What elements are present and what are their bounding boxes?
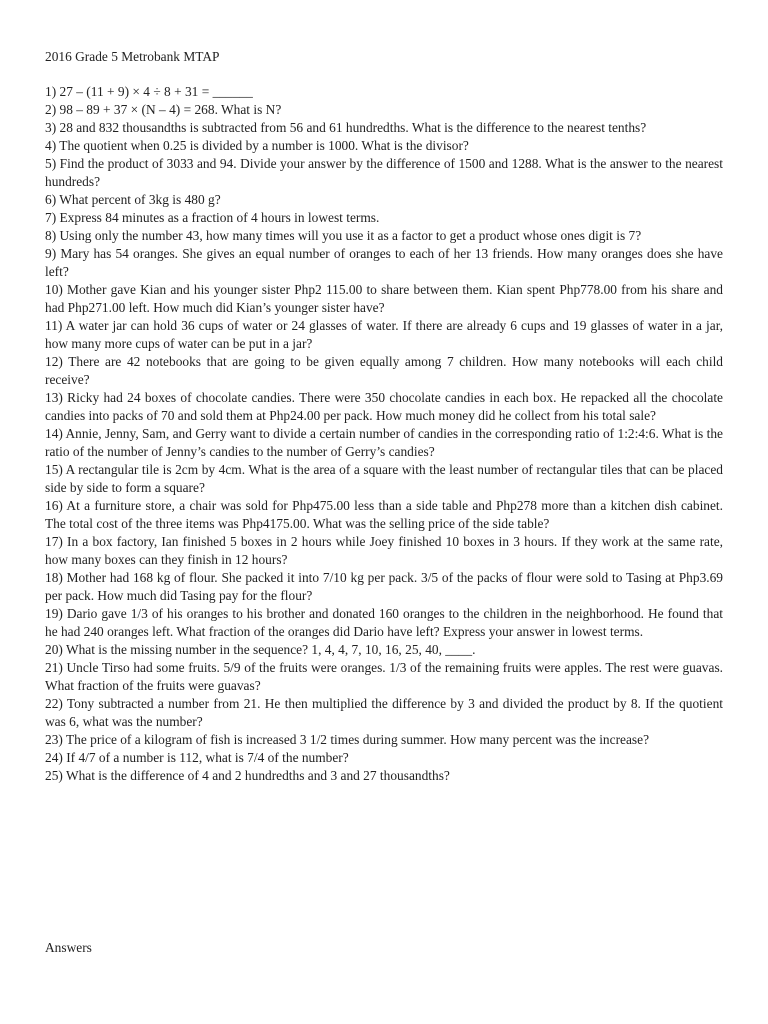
question-item: 11) A water jar can hold 36 cups of water or 24 glasses of water. If there are already 6 cups and 19 glasses of water in a jar, how many more cups of water can be put in a jar? [45, 318, 723, 351]
question-item: 5) Find the product of 3033 and 94. Divide your answer by the difference of 1500 and 1288. What is the answer to the nearest hundreds? [45, 156, 723, 189]
question-item: 14) Annie, Jenny, Sam, and Gerry want to divide a certain number of candies in the corresponding ratio of 1:2:4:6. What is the ratio of the number of Jenny’s candies to the number of Gerry’s candies? [45, 426, 723, 459]
question-item: 1) 27 – (11 + 9) × 4 ÷ 8 + 31 = ______ [45, 84, 253, 99]
document-title: 2016 Grade 5 Metrobank MTAP [45, 49, 220, 64]
question-item: 19) Dario gave 1/3 of his oranges to his brother and donated 160 oranges to the children in the neighborhood. He found that he had 240 oranges left. What fraction of the oranges did Dario have left? Express your answer in lowest terms. [45, 606, 723, 639]
question-item: 17) In a box factory, Ian finished 5 boxes in 2 hours while Joey finished 10 boxes in 3 hours. If they work at the same rate, how many boxes can they finish in 12 hours? [45, 534, 723, 567]
question-item: 23) The price of a kilogram of fish is increased 3 1/2 times during summer. How many percent was the increase? [45, 732, 650, 747]
question-item: 18) Mother had 168 kg of flour. She packed it into 7/10 kg per pack. 3/5 of the packs of flour were sold to Tasing at Php3.69 per pack. How much did Tasing pay for the flour? [45, 570, 723, 603]
question-item: 8) Using only the number 43, how many times will you use it as a factor to get a product whose ones digit is 7? [45, 228, 642, 243]
question-item: 15) A rectangular tile is 2cm by 4cm. What is the area of a square with the least number of rectangular tiles that can be placed side by side to form a square? [45, 462, 723, 495]
question-list [45, 83, 723, 785]
question-item: 16) At a furniture store, a chair was sold for Php475.00 less than a side table and Php278 more than a kitchen dish cabinet. The total cost of the three items was Php4175.00. What was the selling price of the side table? [45, 498, 723, 531]
answers-heading: Answers [45, 940, 92, 955]
question-item: 22) Tony subtracted a number from 21. He then multiplied the difference by 3 and divided the product by 8. If the quotient was 6, what was the number? [45, 696, 723, 729]
question-item: 21) Uncle Tirso had some fruits. 5/9 of the fruits were oranges. 1/3 of the remaining fruits were apples. The rest were guavas. What fraction of the fruits were guavas? [45, 660, 723, 693]
question-item: 24) If 4/7 of a number is 112, what is 7/4 of the number? [45, 750, 349, 765]
question-item: 10) Mother gave Kian and his younger sister Php2 115.00 to share between them. Kian spent Php778.00 from his share and had Php271.00 left. How much did Kian’s younger sister have? [45, 282, 723, 315]
question-item: 4) The quotient when 0.25 is divided by a number is 1000. What is the divisor? [45, 138, 469, 153]
question-item: 13) Ricky had 24 boxes of chocolate candies. There were 350 chocolate candies in each box. He repacked all the chocolate candies into packs of 70 and sold them at Php24.00 per pack. How much money did he collect from his total sale? [45, 390, 723, 423]
question-item: 6) What percent of 3kg is 480 g? [45, 192, 221, 207]
question-item: 25) What is the difference of 4 and 2 hundredths and 3 and 27 thousandths? [45, 768, 450, 783]
question-item: 2) 98 – 89 + 37 × (N – 4) = 268. What is N? [45, 102, 282, 117]
question-item: 20) What is the missing number in the sequence? 1, 4, 4, 7, 10, 16, 25, 40, ____. [45, 642, 476, 657]
question-item: 9) Mary has 54 oranges. She gives an equal number of oranges to each of her 13 friends. How many oranges does she have left? [45, 246, 723, 279]
question-item: 12) There are 42 notebooks that are going to be given equally among 7 children. How many notebooks will each child receive? [45, 354, 723, 387]
question-item: 3) 28 and 832 thousandths is subtracted from 56 and 61 hundredths. What is the difference to the nearest tenths? [45, 120, 647, 135]
question-item: 7) Express 84 minutes as a fraction of 4 hours in lowest terms. [45, 210, 380, 225]
